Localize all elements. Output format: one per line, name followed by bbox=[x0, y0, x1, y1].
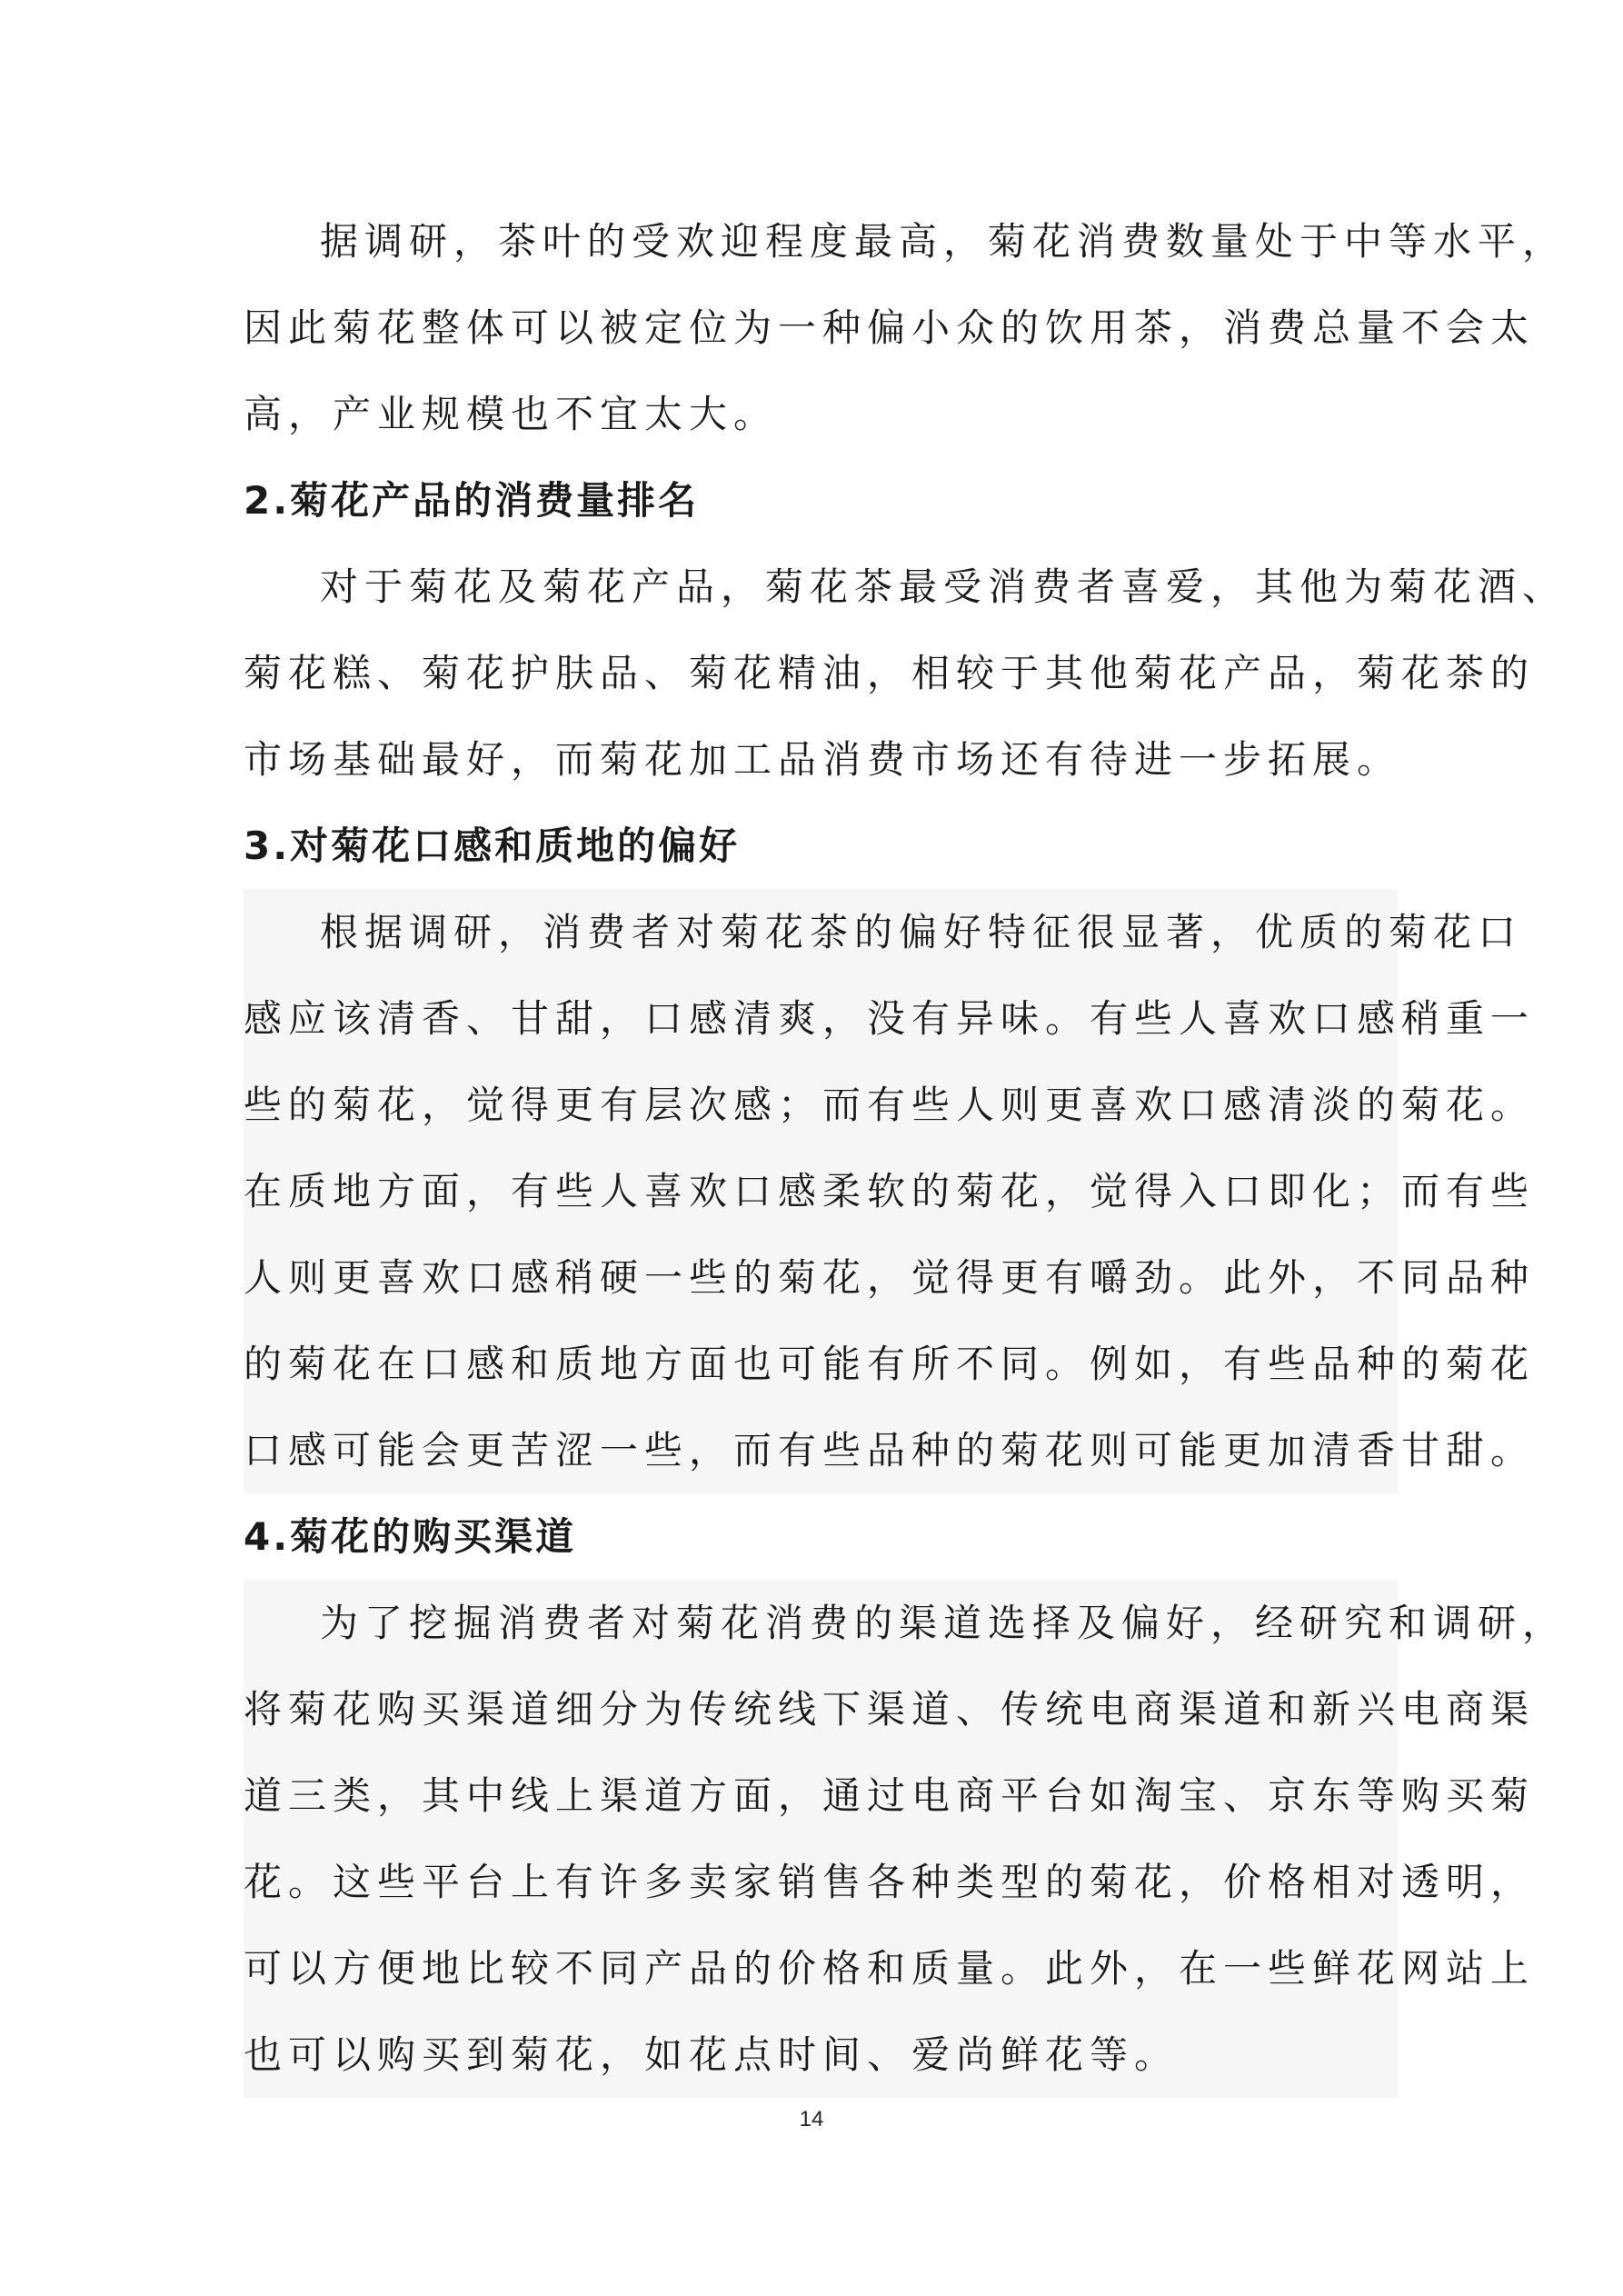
paragraph-line: 些的菊花，觉得更有层次感；而有些人则更喜欢口感清淡的菊花。 bbox=[244, 1083, 1536, 1127]
paragraph-line: 花。这些平台上有许多卖家销售各种类型的菊花，价格相对透明， bbox=[244, 1860, 1536, 1904]
paragraph-line: 根据调研，消费者对菊花茶的偏好特征很显著，优质的菊花口 bbox=[320, 910, 1523, 954]
paragraph-taste-texture bbox=[244, 889, 1536, 1493]
paragraph-line: 菊花糕、菊花护肤品、菊花精油，相较于其他菊花产品，菊花茶的 bbox=[244, 651, 1536, 695]
paragraph-line: 也可以购买到菊花，如花点时间、爱尚鲜花等。 bbox=[244, 2032, 1180, 2077]
paragraph-line: 将菊花购买渠道细分为传统线下渠道、传统电商渠道和新兴电商渠 bbox=[244, 1687, 1536, 1732]
paragraph-line: 口感可能会更苦涩一些，而有些品种的菊花则可能更加清香甘甜。 bbox=[244, 1428, 1536, 1472]
paragraph-line: 据调研，茶叶的受欢迎程度最高，菊花消费数量处于中等水平， bbox=[320, 219, 1568, 264]
section-heading-consumption-ranking: 2.菊花产品的消费量排名 bbox=[244, 478, 700, 523]
paragraph-line: 市场基础最好，而菊花加工品消费市场还有待进一步拓展。 bbox=[244, 737, 1402, 782]
paragraph-line: 感应该清香、甘甜，口感清爽，没有异味。有些人喜欢口感稍重一 bbox=[244, 996, 1536, 1041]
paragraph-line: 人则更喜欢口感稍硬一些的菊花，觉得更有嚼劲。此外，不同品种 bbox=[244, 1255, 1536, 1300]
section-heading-taste-preference: 3.对菊花口感和质地的偏好 bbox=[244, 824, 741, 868]
paragraph-line: 在质地方面，有些人喜欢口感柔软的菊花，觉得入口即化；而有些 bbox=[244, 1169, 1536, 1213]
paragraph-purchase-channels bbox=[244, 1580, 1568, 2098]
section-heading-purchase-channels: 4.菊花的购买渠道 bbox=[244, 1514, 577, 1559]
paragraph-line: 道三类，其中线上渠道方面，通过电商平台如淘宝、京东等购买菊 bbox=[244, 1773, 1536, 1818]
paragraph-tea-popularity bbox=[244, 198, 1568, 457]
paragraph-line: 因此菊花整体可以被定位为一种偏小众的饮用茶，消费总量不会太 bbox=[244, 305, 1536, 350]
paragraph-line: 对于菊花及菊花产品，菊花茶最受消费者喜爱，其他为菊花酒、 bbox=[320, 564, 1568, 609]
paragraph-line: 为了挖掘消费者对菊花消费的渠道选择及偏好，经研究和调研， bbox=[320, 1601, 1568, 1645]
page-number: 14 bbox=[799, 2107, 824, 2131]
paragraph-product-ranking bbox=[244, 544, 1568, 803]
paragraph-line: 可以方便地比较不同产品的价格和质量。此外，在一些鲜花网站上 bbox=[244, 1946, 1536, 1991]
paragraph-line: 的菊花在口感和质地方面也可能有所不同。例如，有些品种的菊花 bbox=[244, 1342, 1536, 1386]
paragraph-line: 高，产业规模也不宜太大。 bbox=[244, 392, 779, 436]
